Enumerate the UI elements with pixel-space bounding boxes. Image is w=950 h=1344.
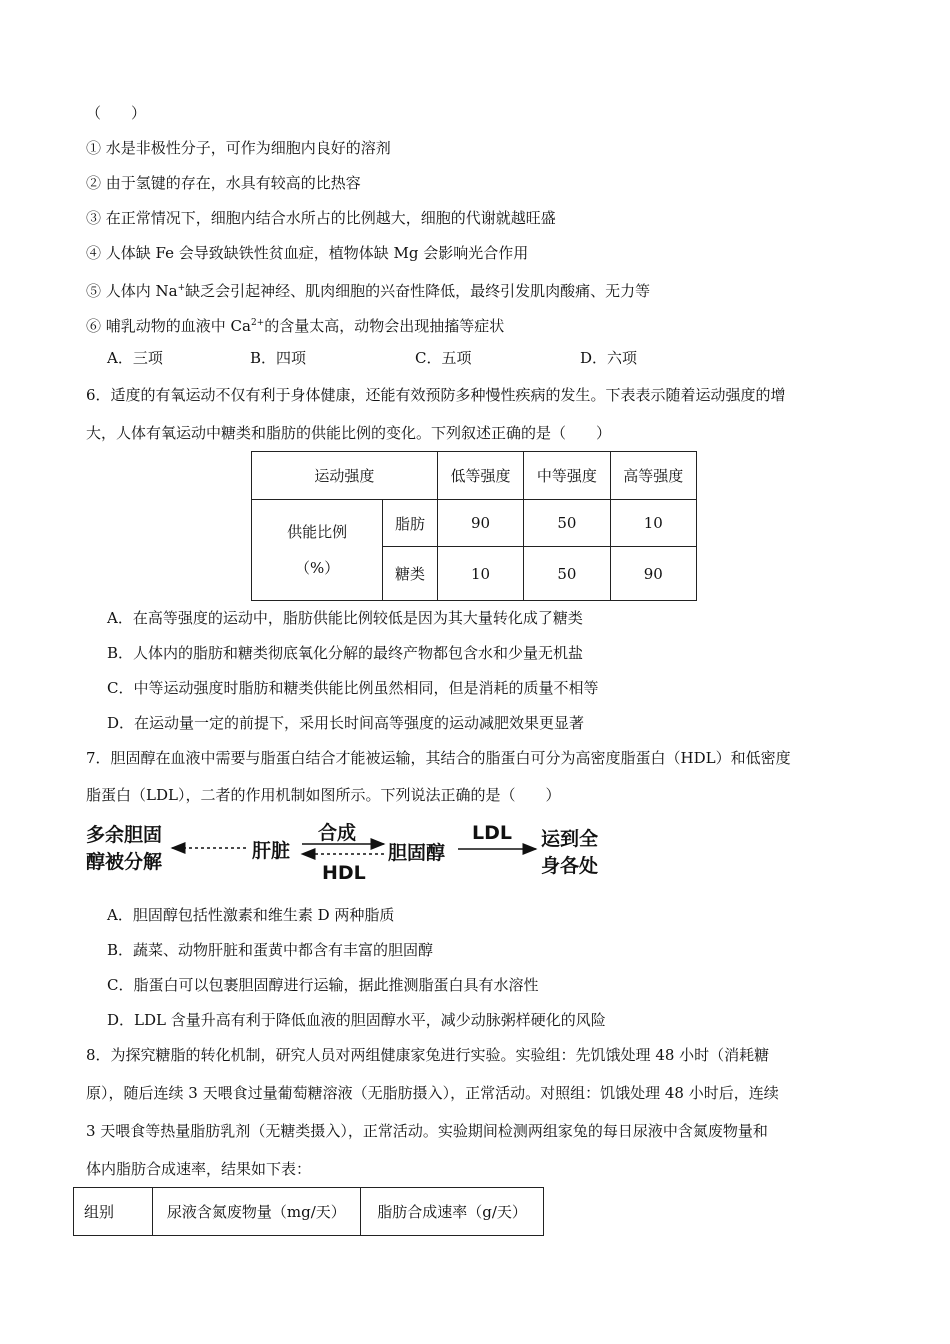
q5-s6-a: ⑥ 哺乳动物的血液中 Ca — [86, 317, 251, 335]
q5-s5-sup: + — [177, 283, 186, 293]
q7-option-c: C．脂蛋白可以包裹胆固醇进行运输，据此推测脂蛋白具有水溶性 — [107, 976, 539, 994]
diagram-hdl: HDL — [322, 862, 366, 884]
diagram-excess-1: 多余胆固 — [86, 824, 163, 846]
q5-option-b: B．四项 — [250, 349, 307, 367]
q6-option-d: D．在运动量一定的前提下，采用长时间高等强度的运动减肥效果更显著 — [107, 714, 585, 732]
q5-s6-sup: 2+ — [250, 318, 265, 328]
q6-table — [251, 451, 697, 601]
diagram-cholesterol: 胆固醇 — [388, 842, 446, 864]
q5-statement-3: ③ 在正常情况下，细胞内结合水所占的比例越大，细胞的代谢就越旺盛 — [86, 209, 556, 227]
q6-row-label-line-1: 供能比例 — [287, 523, 348, 541]
q6-option-a: A．在高等强度的运动中，脂肪供能比例较低是因为其大量转化成了糖类 — [107, 609, 583, 627]
table-cell: 10 — [610, 500, 696, 547]
q5-option-a: A．三项 — [107, 349, 163, 367]
diagram-transport-2: 身各处 — [541, 855, 599, 877]
q5-statement-1: ① 水是非极性分子，可作为细胞内良好的溶剂 — [86, 139, 391, 157]
q8-header-group: 组别 — [74, 1188, 153, 1236]
q6-header-intensity: 运动强度 — [252, 452, 438, 500]
diagram-liver: 肝脏 — [252, 840, 291, 862]
q5-paren: （ ） — [86, 104, 147, 122]
table-cell: 90 — [610, 547, 696, 601]
q6-stem-line-1: 6．适度的有氧运动不仅有利于身体健康，还能有效预防多种慢性疾病的发生。下表表示随着运动强度的增 — [86, 386, 786, 404]
q6-option-b: B．人体内的脂肪和糖类彻底氧化分解的最终产物都包含水和少量无机盐 — [107, 644, 584, 662]
q5-statement-5 — [86, 278, 650, 301]
q7-option-d: D．LDL 含量升高有利于降低血液的胆固醇水平，减少动脉粥样硬化的风险 — [107, 1011, 606, 1029]
q6-header-mid: 中等强度 — [524, 452, 610, 500]
diagram-transport-1: 运到全 — [541, 828, 599, 850]
q5-s5-b: 缺乏会引起神经、肌肉细胞的兴奋性降低，最终引发肌肉酸痛、无力等 — [185, 282, 651, 300]
table-cell: 50 — [524, 547, 610, 601]
q5-statement-4: ④ 人体缺 Fe 会导致缺铁性贫血症，植物体缺 Mg 会影响光合作用 — [86, 244, 529, 262]
cholesterol-diagram — [86, 818, 616, 890]
diagram-ldl: LDL — [472, 822, 512, 844]
table-cell: 50 — [524, 500, 610, 547]
q8-table — [73, 1187, 544, 1236]
q5-statement-6 — [86, 313, 504, 336]
q6-stem-line-2: 大，人体有氧运动中糖类和脂肪的供能比例的变化。下列叙述正确的是（ ） — [86, 424, 612, 442]
q5-s6-b: 的含量太高，动物会出现抽搐等症状 — [264, 317, 505, 335]
q5-option-c: C．五项 — [415, 349, 472, 367]
q5-s5-a: ⑤ 人体内 Na — [86, 282, 178, 300]
table-cell: 10 — [437, 547, 523, 601]
q8-header-urine: 尿液含氮废物量（mg/天） — [152, 1188, 361, 1236]
q7-stem-line-2: 脂蛋白（LDL），二者的作用机制如图所示。下列说法正确的是（ ） — [86, 786, 561, 804]
q5-statement-2: ② 由于氢键的存在，水具有较高的比热容 — [86, 174, 361, 192]
table-cell: 90 — [437, 500, 523, 547]
q7-stem-line-1: 7．胆固醇在血液中需要与脂蛋白结合才能被运输，其结合的脂蛋白可分为高密度脂蛋白（HDL）和低密度 — [86, 749, 791, 767]
q6-fat-label: 脂肪 — [383, 500, 438, 547]
diagram-synthesis: 合成 — [318, 822, 357, 844]
q6-row-label-line-2: （%） — [294, 559, 340, 577]
q6-option-c: C．中等运动强度时脂肪和糖类供能比例虽然相同，但是消耗的质量不相等 — [107, 679, 599, 697]
q7-option-a: A．胆固醇包括性激素和维生素 D 两种脂质 — [107, 906, 395, 924]
q8-stem-line-1: 8．为探究糖脂的转化机制，研究人员对两组健康家兔进行实验。实验组：先饥饿处理 48 小时（消耗糖 — [86, 1046, 770, 1064]
q6-header-low: 低等强度 — [437, 452, 523, 500]
q6-row-label — [252, 500, 383, 601]
q8-stem-line-2: 原），随后连续 3 天喂食过量葡萄糖溶液（无脂肪摄入），正常活动。对照组：饥饿处理 48 小时后，连续 — [86, 1084, 779, 1102]
q8-header-fat: 脂肪合成速率（g/天） — [361, 1188, 544, 1236]
q7-option-b: B．蔬菜、动物肝脏和蛋黄中都含有丰富的胆固醇 — [107, 941, 434, 959]
q8-stem-line-3: 3 天喂食等热量脂肪乳剂（无糖类摄入），正常活动。实验期间检测两组家兔的每日尿液中含氮废物量和 — [86, 1122, 768, 1140]
q6-header-high: 高等强度 — [610, 452, 696, 500]
q6-sugar-label: 糖类 — [383, 547, 438, 601]
q8-stem-line-4: 体内脂肪合成速率，结果如下表： — [86, 1160, 312, 1178]
diagram-excess-2: 醇被分解 — [86, 851, 163, 873]
q5-option-d: D．六项 — [580, 349, 638, 367]
